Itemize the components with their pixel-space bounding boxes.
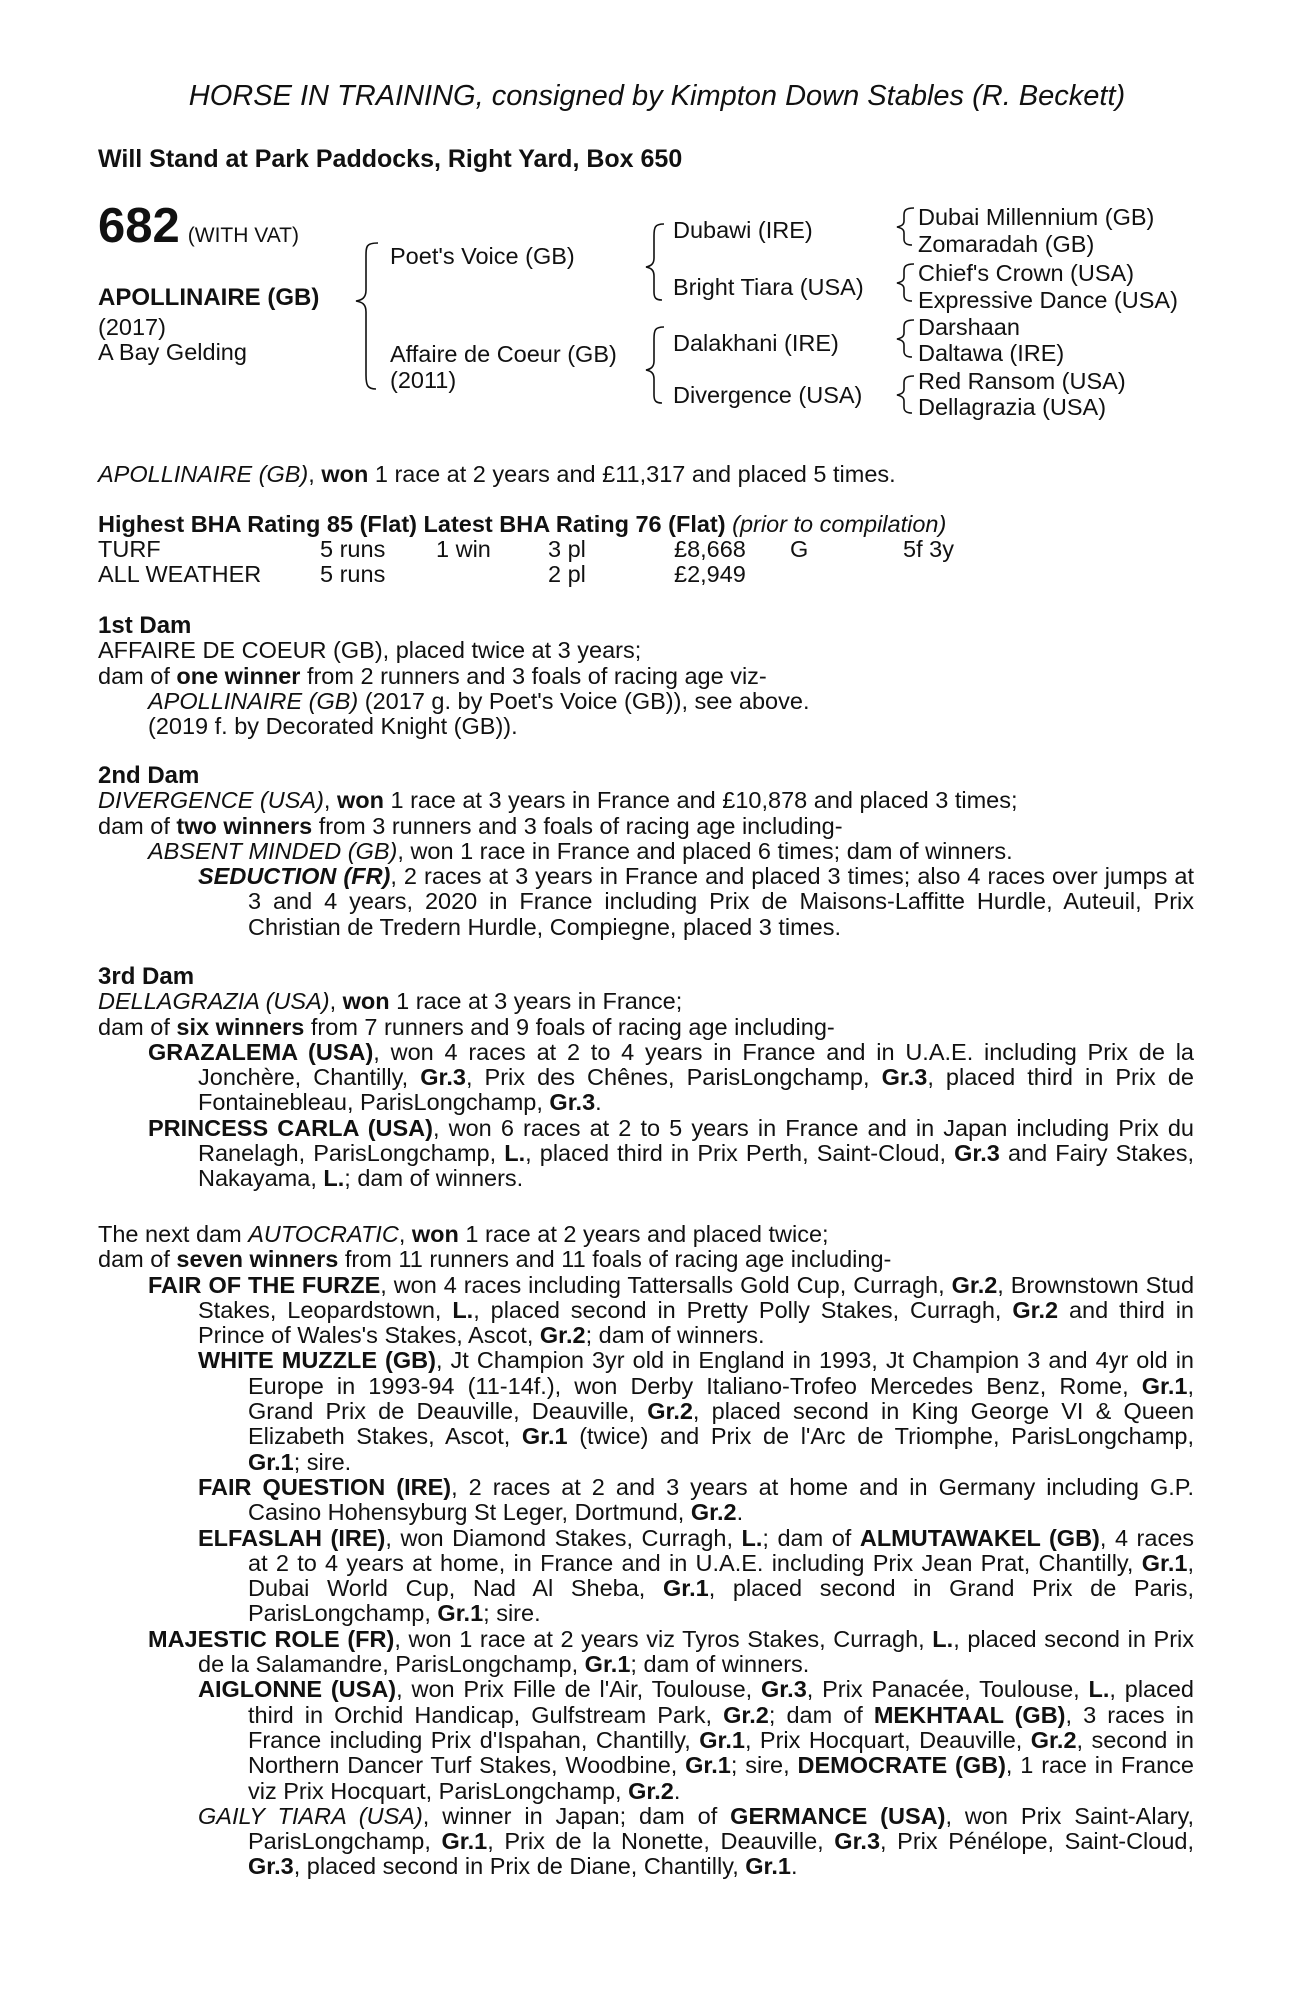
first-dam-produce-line: dam of one winner from 2 runners and 3 foals of racing age viz- [98, 662, 767, 689]
dam-sire-dam: Daltawa (IRE) [918, 340, 1065, 366]
second-dam-heading: 2nd Dam [98, 762, 200, 789]
stat-surface: ALL WEATHER [98, 561, 262, 587]
third-dam-offspring-grazalema: GRAZALEMA (USA), won 4 races at 2 to 4 years in France and in U.A.E. including Prix de la Jonchère, Chantilly, Gr.3, Prix des Chênes, ParisLongchamp, Gr.3, placed third in Prix de Fontainebleau, ParisLongchamp, Gr.3. [148, 1038, 1195, 1116]
vat-note: (WITH VAT) [187, 224, 299, 247]
stat-distance: 5f 3y [903, 536, 954, 562]
offspring-fair-of-the-furze: FAIR OF THE FURZE, won 4 races including Tattersalls Gold Cup, Curragh, Gr.2, Brownstown Stud Stakes, Leopardstown, L., placed second in Pretty Polly Stakes, Curragh, Gr.2 and third in Prince of Wales's Stakes, Ascot, Gr.2; dam of winners. [148, 1271, 1195, 1349]
dam-sire: Dalakhani (IRE) [673, 330, 839, 356]
stat-distance [903, 562, 954, 587]
offspring-aiglonne: AIGLONNE (USA), won Prix Fille de l'Air, Toulouse, Gr.3, Prix Panacée, Toulouse, L., placed third in Orchid Handicap, Gulfstream Park, Gr.2; dam of MEKHTAAL (GB), 3 races in France including Prix d'Ispahan, Chantilly, Gr.1, Prix Hocquart, Deauville, Gr.2, second in Northern Dancer Turf Stakes, Woodbine, Gr.1; sire, DEMOCRATE (GB), 1 race in France viz Prix Hocquart, ParisLongchamp, Gr.2. [198, 1676, 1195, 1804]
catalogue-header: HORSE IN TRAINING, consigned by Kimpton Down Stables (R. Beckett) [188, 80, 1126, 112]
second-dam-produce-line: dam of two winners from 3 runners and 3 foals of racing age including- [98, 812, 843, 839]
sire-sire: Dubawi (IRE) [673, 217, 813, 243]
dam-dam: Divergence (USA) [673, 382, 863, 408]
first-dam-line: AFFAIRE DE COEUR (GB), placed twice at 3 years; [98, 637, 642, 664]
sire: Poet's Voice (GB) [390, 243, 575, 269]
stat-runs: 5 runs [320, 536, 386, 562]
stat-runs: 5 runs [320, 561, 386, 587]
dam-dam-sire: Red Ransom (USA) [918, 368, 1126, 394]
dam-dam-dam: Dellagrazia (USA) [918, 394, 1107, 420]
stat-placed: 3 pl [548, 536, 586, 562]
summary-name: APOLLINAIRE (GB) [98, 461, 309, 487]
race-stats-table [98, 537, 954, 587]
dam: Affaire de Coeur (GB) [390, 341, 617, 367]
horse-year: (2017) [98, 314, 166, 340]
sire-dam-dam: Expressive Dance (USA) [918, 287, 1178, 313]
rating-line [98, 512, 1194, 537]
next-dam-produce-line: dam of seven winners from 11 runners and 11 foals of racing age including- [98, 1246, 892, 1273]
second-dam-offspring-seduction: SEDUCTION (FR), 2 races at 3 years in France and placed 3 times; also 4 races over jumps at 3 and 4 years, 2020 in France including Prix de Maisons-Laffitte Hurdle, Auteuil, Prix Christian de Tredern Hurdle, Compiegne, placed 3 times. [198, 863, 1195, 940]
horse-name: APOLLINAIRE (GB) [98, 284, 320, 311]
next-dam-section [98, 1222, 1194, 1880]
stat-earnings: £2,949 [674, 561, 746, 587]
second-dam-offspring-absent-minded: ABSENT MINDED (GB), won 1 race in France and placed 6 times; dam of winners. [148, 837, 1013, 864]
stat-going: G [790, 536, 809, 562]
sire-dam-sire: Chief's Crown (USA) [918, 260, 1135, 286]
rating-text: Highest BHA Rating 85 (Flat) Latest BHA Rating 76 (Flat) [98, 511, 726, 537]
third-dam-offspring-princess-carla: PRINCESS CARLA (USA), won 6 races at 2 to 5 years in France and in Japan including Prix du Ranelagh, ParisLongchamp, L., placed third in Prix Perth, Saint-Cloud, Gr.3 and Fairy Stakes, Nakayama, L.; dam of winners. [148, 1114, 1194, 1192]
stat-placed: 2 pl [548, 561, 586, 587]
stat-going [790, 562, 903, 587]
summary-sep: , [308, 461, 322, 487]
offspring-gaily-tiara: GAILY TIARA (USA), winner in Japan; dam of GERMANCE (USA), won Prix Saint-Alary, ParisLongchamp, Gr.1, Prix de la Nonette, Deauville, Gr.3, Prix Pénélope, Saint-Cloud, Gr.3, placed second in Prix de Diane, Chantilly, Gr.1. [198, 1802, 1194, 1880]
summary-won: won [321, 461, 369, 487]
offspring-majestic-role: MAJESTIC ROLE (FR), won 1 race at 2 years viz Tyros Stakes, Curragh, L., placed second in Prix de la Salamandre, ParisLongchamp, Gr.1; dam of winners. [148, 1625, 1194, 1678]
stat-wins [436, 562, 548, 587]
first-dam-offspring-2: (2019 f. by Decorated Knight (GB)). [148, 713, 518, 740]
stats-row-all-weather [98, 562, 954, 587]
offspring-elfaslah: ELFASLAH (IRE), won Diamond Stakes, Curragh, L.; dam of ALMUTAWAKEL (GB), 4 races at 2 to 4 years at home, in France and in U.A.E. including Prix Jean Prat, Chantilly, Gr.1, Dubai World Cup, Nad Al Sheba, Gr.1, placed second in Grand Prix de Paris, ParisLongchamp, Gr.1; sire. [198, 1524, 1195, 1627]
stats-row-turf [98, 537, 954, 562]
third-dam-line: DELLAGRAZIA (USA), won 1 race at 3 years in France; [98, 988, 683, 1015]
offspring-fair-question: FAIR QUESTION (IRE), 2 races at 2 and 3 years at home and in Germany including G.P. Casino Hohensyburg St Leger, Dortmund, Gr.2. [198, 1473, 1194, 1526]
summary-rest: 1 race at 2 years and £11,317 and placed 5 times. [368, 461, 896, 487]
first-dam-section [98, 613, 1194, 739]
second-dam-section [98, 763, 1194, 940]
third-dam-produce-line: dam of six winners from 7 runners and 9 foals of racing age including- [98, 1013, 835, 1040]
sire-sire-dam: Zomaradah (GB) [918, 231, 1095, 257]
lot-number-value: 682 [98, 199, 180, 253]
stat-surface: TURF [98, 536, 161, 562]
sire-dam: Bright Tiara (USA) [673, 274, 864, 300]
second-dam-line: DIVERGENCE (USA), won 1 race at 3 years in France and £10,878 and placed 3 times; [98, 787, 1018, 814]
third-dam-heading: 3rd Dam [98, 963, 195, 990]
race-summary [98, 462, 1194, 487]
offspring-white-muzzle: WHITE MUZZLE (GB), Jt Champion 3yr old in England in 1993, Jt Champion 3 and 4yr old in Europe in 1993-94 (11-14f.), won Derby Italiano-Trofeo Mercedes Benz, Rome, Gr.1, Grand Prix de Deauville, Deauville, Gr.2, placed second in King George VI & Queen Elizabeth Stakes, Ascot, Gr.1 (twice) and Prix de l'Arc de Triomphe, ParisLongchamp, Gr.1; sire. [198, 1347, 1195, 1475]
stand-location: Will Stand at Park Paddocks, Right Yard, Box 650 [98, 145, 683, 173]
dam-sire-sire: Darshaan [918, 314, 1020, 340]
first-dam-offspring-1: APOLLINAIRE (GB) (2017 g. by Poet's Voice (GB)), see above. [148, 687, 810, 714]
rating-note: (prior to compilation) [732, 511, 947, 537]
stat-wins: 1 win [436, 536, 491, 562]
sire-sire-sire: Dubai Millennium (GB) [918, 204, 1155, 230]
third-dam-section [98, 964, 1194, 1192]
next-dam-line: The next dam AUTOCRATIC, won 1 race at 2 years and placed twice; [98, 1221, 829, 1247]
dam-year: (2011) [390, 367, 457, 393]
horse-description: A Bay Gelding [98, 339, 247, 365]
stat-earnings: £8,668 [674, 536, 746, 562]
first-dam-heading: 1st Dam [98, 612, 192, 639]
